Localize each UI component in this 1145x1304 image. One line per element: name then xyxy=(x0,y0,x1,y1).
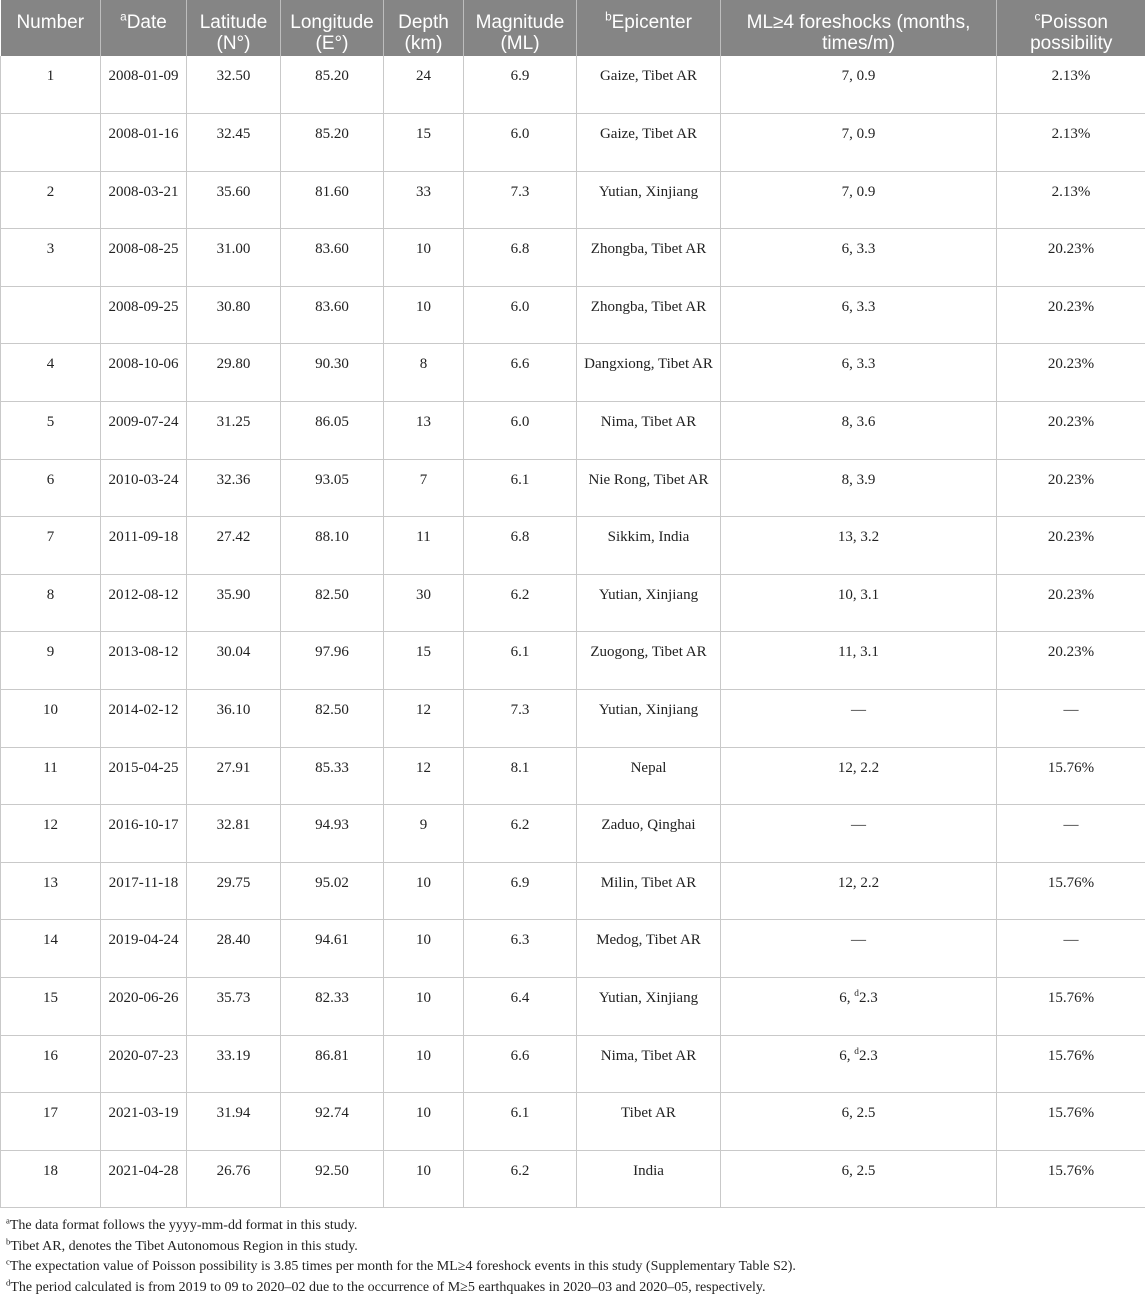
longitude-cell: 97.96 xyxy=(281,632,384,690)
longitude-cell: 81.60 xyxy=(281,171,384,229)
depth-cell: 30 xyxy=(384,574,464,632)
foreshocks-cell: 13, 3.2 xyxy=(721,517,997,575)
latitude-cell: 32.81 xyxy=(187,805,281,863)
date-cell: 2020-07-23 xyxy=(101,1035,187,1093)
magnitude-cell: 6.1 xyxy=(464,1093,577,1151)
epicenter-cell: Nima, Tibet AR xyxy=(577,402,721,460)
table-row xyxy=(1,1035,1145,1093)
date-cell: 2008-08-25 xyxy=(101,229,187,287)
latitude-cell: 29.75 xyxy=(187,862,281,920)
magnitude-cell: 6.9 xyxy=(464,862,577,920)
latitude-cell: 31.25 xyxy=(187,402,281,460)
footnote-text: Tibet AR, denotes the Tibet Autonomous Region in this study. xyxy=(10,1238,358,1254)
depth-cell: 10 xyxy=(384,862,464,920)
footnote-text: The expectation value of Poisson possibility is 3.85 times per month for the ML≥4 foreshock events in this study (Supplementary Table S2). xyxy=(9,1259,796,1275)
depth-cell: 10 xyxy=(384,978,464,1036)
poisson-cell: — xyxy=(997,920,1145,978)
footnote-marker: d xyxy=(6,1276,11,1287)
depth-cell: 10 xyxy=(384,1035,464,1093)
epicenter-cell: Gaize, Tibet AR xyxy=(577,56,721,114)
epicenter-cell: Nie Rong, Tibet AR xyxy=(577,459,721,517)
longitude-cell: 85.33 xyxy=(281,747,384,805)
column-header xyxy=(577,0,721,56)
footnote-marker: b xyxy=(6,1236,11,1247)
depth-cell: 10 xyxy=(384,1093,464,1151)
date-cell: 2015-04-25 xyxy=(101,747,187,805)
foreshocks-cell: 6, $^d$2.3 xyxy=(721,978,997,1036)
latitude-cell: 31.00 xyxy=(187,229,281,287)
footnote-marker: a xyxy=(6,1215,10,1226)
date-cell: 2019-04-24 xyxy=(101,920,187,978)
epicenter-cell: Nima, Tibet AR xyxy=(577,1035,721,1093)
table-row xyxy=(1,920,1145,978)
epicenter-cell: Dangxiong, Tibet AR xyxy=(577,344,721,402)
longitude-cell: 86.81 xyxy=(281,1035,384,1093)
depth-cell: 10 xyxy=(384,1150,464,1208)
number-cell: 16 xyxy=(1,1035,101,1093)
column-header-label: Depth (km) xyxy=(398,12,449,54)
depth-cell: 33 xyxy=(384,171,464,229)
footnote-text: The data format follows the yyyy-mm-dd format in this study. xyxy=(9,1218,358,1234)
footnote-marker: b xyxy=(605,10,612,24)
number-cell: 7 xyxy=(1,517,101,575)
latitude-cell: 35.73 xyxy=(187,978,281,1036)
footnote xyxy=(6,1237,1145,1257)
latitude-cell: 27.42 xyxy=(187,517,281,575)
poisson-cell: 2.13% xyxy=(997,171,1145,229)
latitude-cell: 33.19 xyxy=(187,1035,281,1093)
table-row xyxy=(1,1150,1145,1208)
footnotes xyxy=(0,1216,1145,1298)
longitude-cell: 92.50 xyxy=(281,1150,384,1208)
depth-cell: 10 xyxy=(384,286,464,344)
poisson-cell: 15.76% xyxy=(997,862,1145,920)
depth-cell: 10 xyxy=(384,920,464,978)
latitude-cell: 35.60 xyxy=(187,171,281,229)
longitude-cell: 83.60 xyxy=(281,286,384,344)
longitude-cell: 82.50 xyxy=(281,574,384,632)
date-cell: 2011-09-18 xyxy=(101,517,187,575)
number-cell xyxy=(1,114,101,172)
depth-cell: 24 xyxy=(384,56,464,114)
column-header-label: Epicenter xyxy=(611,12,692,33)
magnitude-cell: 6.3 xyxy=(464,920,577,978)
number-cell: 6 xyxy=(1,459,101,517)
latitude-cell: 30.04 xyxy=(187,632,281,690)
epicenter-cell: Yutian, Xinjiang xyxy=(577,171,721,229)
depth-cell: 12 xyxy=(384,690,464,748)
poisson-cell: 20.23% xyxy=(997,402,1145,460)
number-cell: 4 xyxy=(1,344,101,402)
latitude-cell: 35.90 xyxy=(187,574,281,632)
number-cell: 1 xyxy=(1,56,101,114)
table-row xyxy=(1,862,1145,920)
longitude-cell: 86.05 xyxy=(281,402,384,460)
magnitude-cell: 6.2 xyxy=(464,574,577,632)
date-cell: 2008-09-25 xyxy=(101,286,187,344)
table-row xyxy=(1,229,1145,287)
number-cell: 9 xyxy=(1,632,101,690)
magnitude-cell: 7.3 xyxy=(464,690,577,748)
depth-cell: 7 xyxy=(384,459,464,517)
magnitude-cell: 6.8 xyxy=(464,229,577,287)
depth-cell: 10 xyxy=(384,229,464,287)
table-row xyxy=(1,344,1145,402)
epicenter-cell: Yutian, Xinjiang xyxy=(577,690,721,748)
depth-cell: 12 xyxy=(384,747,464,805)
table-body xyxy=(1,56,1145,1208)
table-row xyxy=(1,402,1145,460)
depth-cell: 15 xyxy=(384,632,464,690)
magnitude-cell: 6.0 xyxy=(464,114,577,172)
longitude-cell: 95.02 xyxy=(281,862,384,920)
depth-cell: 9 xyxy=(384,805,464,863)
table-header-row xyxy=(1,0,1145,56)
table-row xyxy=(1,286,1145,344)
longitude-cell: 90.30 xyxy=(281,344,384,402)
longitude-cell: 94.61 xyxy=(281,920,384,978)
epicenter-cell: Nepal xyxy=(577,747,721,805)
footnote-marker: c xyxy=(1034,10,1041,24)
date-cell: 2021-04-28 xyxy=(101,1150,187,1208)
epicenter-cell: Zhongba, Tibet AR xyxy=(577,286,721,344)
latitude-cell: 32.50 xyxy=(187,56,281,114)
poisson-cell: — xyxy=(997,805,1145,863)
number-cell: 8 xyxy=(1,574,101,632)
column-header-label: Longitude (E°) xyxy=(290,12,374,54)
longitude-cell: 92.74 xyxy=(281,1093,384,1151)
date-cell: 2008-01-16 xyxy=(101,114,187,172)
table-row xyxy=(1,805,1145,863)
latitude-cell: 31.94 xyxy=(187,1093,281,1151)
number-cell: 11 xyxy=(1,747,101,805)
number-cell xyxy=(1,286,101,344)
latitude-cell: 29.80 xyxy=(187,344,281,402)
foreshocks-cell: 7, 0.9 xyxy=(721,114,997,172)
number-cell: 10 xyxy=(1,690,101,748)
longitude-cell: 88.10 xyxy=(281,517,384,575)
date-cell: 2014-02-12 xyxy=(101,690,187,748)
number-cell: 3 xyxy=(1,229,101,287)
depth-cell: 8 xyxy=(384,344,464,402)
date-cell: 2008-01-09 xyxy=(101,56,187,114)
magnitude-cell: 7.3 xyxy=(464,171,577,229)
foreshocks-cell: 6, 2.5 xyxy=(721,1093,997,1151)
footnote-marker: a xyxy=(120,10,127,24)
depth-cell: 13 xyxy=(384,402,464,460)
foreshocks-cell: 6, 3.3 xyxy=(721,286,997,344)
column-header xyxy=(101,0,187,56)
epicenter-cell: Zaduo, Qinghai xyxy=(577,805,721,863)
table-row xyxy=(1,632,1145,690)
column-header xyxy=(721,0,997,56)
date-cell: 2009-07-24 xyxy=(101,402,187,460)
latitude-cell: 26.76 xyxy=(187,1150,281,1208)
date-cell: 2021-03-19 xyxy=(101,1093,187,1151)
table-row xyxy=(1,171,1145,229)
longitude-cell: 85.20 xyxy=(281,56,384,114)
magnitude-cell: 6.6 xyxy=(464,1035,577,1093)
column-header-label: Magnitude (ML) xyxy=(475,12,565,54)
column-header-label: ML≥4 foreshocks (months, times/m) xyxy=(746,12,971,54)
date-cell: 2017-11-18 xyxy=(101,862,187,920)
column-header xyxy=(281,0,384,56)
foreshocks-cell: 7, 0.9 xyxy=(721,56,997,114)
foreshocks-cell: 7, 0.9 xyxy=(721,171,997,229)
number-cell: 13 xyxy=(1,862,101,920)
poisson-cell: 15.76% xyxy=(997,978,1145,1036)
foreshocks-cell: — xyxy=(721,690,997,748)
foreshocks-cell: 8, 3.6 xyxy=(721,402,997,460)
magnitude-cell: 6.8 xyxy=(464,517,577,575)
foreshocks-cell: 11, 3.1 xyxy=(721,632,997,690)
poisson-cell: 20.23% xyxy=(997,344,1145,402)
foreshocks-cell: 6, 3.3 xyxy=(721,229,997,287)
poisson-cell: 2.13% xyxy=(997,56,1145,114)
magnitude-cell: 6.1 xyxy=(464,459,577,517)
poisson-cell: 15.76% xyxy=(997,1150,1145,1208)
longitude-cell: 94.93 xyxy=(281,805,384,863)
depth-cell: 15 xyxy=(384,114,464,172)
column-header-label: Latitude (N°) xyxy=(199,12,268,54)
number-cell: 18 xyxy=(1,1150,101,1208)
latitude-cell: 27.91 xyxy=(187,747,281,805)
date-cell: 2016-10-17 xyxy=(101,805,187,863)
epicenter-cell: Zhongba, Tibet AR xyxy=(577,229,721,287)
footnote-text: The period calculated is from 2019 to 09 to 2020–02 due to the occurrence of M≥5 earthquakes in 2020–03 and 2020–05, respectively. xyxy=(10,1279,766,1295)
magnitude-cell: 8.1 xyxy=(464,747,577,805)
foreshocks-cell: 12, 2.2 xyxy=(721,747,997,805)
longitude-cell: 85.20 xyxy=(281,114,384,172)
footnote-marker: c xyxy=(6,1256,10,1267)
longitude-cell: 82.50 xyxy=(281,690,384,748)
column-header xyxy=(187,0,281,56)
poisson-cell: 20.23% xyxy=(997,517,1145,575)
epicenter-cell: Yutian, Xinjiang xyxy=(577,978,721,1036)
column-header-label: Number xyxy=(16,12,85,33)
poisson-cell: — xyxy=(997,690,1145,748)
foreshocks-cell: — xyxy=(721,920,997,978)
epicenter-cell: Zuogong, Tibet AR xyxy=(577,632,721,690)
latitude-cell: 28.40 xyxy=(187,920,281,978)
longitude-cell: 93.05 xyxy=(281,459,384,517)
footnote-marker: d xyxy=(854,989,859,999)
poisson-cell: 20.23% xyxy=(997,286,1145,344)
foreshocks-cell: — xyxy=(721,805,997,863)
foreshocks-cell: 6, 3.3 xyxy=(721,344,997,402)
poisson-cell: 15.76% xyxy=(997,1093,1145,1151)
number-cell: 15 xyxy=(1,978,101,1036)
epicenter-cell: Sikkim, India xyxy=(577,517,721,575)
number-cell: 14 xyxy=(1,920,101,978)
column-header xyxy=(384,0,464,56)
magnitude-cell: 6.0 xyxy=(464,286,577,344)
magnitude-cell: 6.2 xyxy=(464,1150,577,1208)
magnitude-cell: 6.0 xyxy=(464,402,577,460)
magnitude-cell: 6.1 xyxy=(464,632,577,690)
magnitude-cell: 6.6 xyxy=(464,344,577,402)
magnitude-cell: 6.9 xyxy=(464,56,577,114)
poisson-cell: 20.23% xyxy=(997,574,1145,632)
foreshocks-cell: 10, 3.1 xyxy=(721,574,997,632)
date-cell: 2020-06-26 xyxy=(101,978,187,1036)
longitude-cell: 83.60 xyxy=(281,229,384,287)
footnote-marker: d xyxy=(854,1046,859,1057)
depth-cell: 11 xyxy=(384,517,464,575)
table-row xyxy=(1,56,1145,114)
table-row xyxy=(1,978,1145,1036)
footnote xyxy=(6,1257,1145,1277)
latitude-cell: 30.80 xyxy=(187,286,281,344)
column-header-label: Poisson possibility xyxy=(1030,12,1113,54)
number-cell: 5 xyxy=(1,402,101,460)
table-row xyxy=(1,574,1145,632)
epicenter-cell: India xyxy=(577,1150,721,1208)
latitude-cell: 32.36 xyxy=(187,459,281,517)
column-header xyxy=(1,0,101,56)
table-row xyxy=(1,114,1145,172)
table-row xyxy=(1,747,1145,805)
footnote xyxy=(6,1216,1145,1236)
poisson-cell: 20.23% xyxy=(997,229,1145,287)
table-row xyxy=(1,1093,1145,1151)
foreshocks-cell: 6, 2.5 xyxy=(721,1150,997,1208)
foreshocks-cell: 6, $^d$2.3 xyxy=(721,1035,997,1093)
poisson-cell: 15.76% xyxy=(997,747,1145,805)
longitude-cell: 82.33 xyxy=(281,978,384,1036)
poisson-cell: 20.23% xyxy=(997,632,1145,690)
column-header xyxy=(997,0,1145,56)
number-cell: 2 xyxy=(1,171,101,229)
poisson-cell: 15.76% xyxy=(997,1035,1145,1093)
number-cell: 17 xyxy=(1,1093,101,1151)
epicenter-cell: Medog, Tibet AR xyxy=(577,920,721,978)
foreshocks-cell: 12, 2.2 xyxy=(721,862,997,920)
magnitude-cell: 6.4 xyxy=(464,978,577,1036)
date-cell: 2008-10-06 xyxy=(101,344,187,402)
table-row xyxy=(1,459,1145,517)
epicenter-cell: Tibet AR xyxy=(577,1093,721,1151)
footnote xyxy=(6,1278,1145,1298)
column-header xyxy=(464,0,577,56)
date-cell: 2012-08-12 xyxy=(101,574,187,632)
latitude-cell: 36.10 xyxy=(187,690,281,748)
date-cell: 2013-08-12 xyxy=(101,632,187,690)
epicenter-cell: Milin, Tibet AR xyxy=(577,862,721,920)
column-header-label: Date xyxy=(126,12,167,33)
foreshocks-cell: 8, 3.9 xyxy=(721,459,997,517)
table-row xyxy=(1,517,1145,575)
date-cell: 2010-03-24 xyxy=(101,459,187,517)
poisson-cell: 2.13% xyxy=(997,114,1145,172)
number-cell: 12 xyxy=(1,805,101,863)
date-cell: 2008-03-21 xyxy=(101,171,187,229)
epicenter-cell: Gaize, Tibet AR xyxy=(577,114,721,172)
magnitude-cell: 6.2 xyxy=(464,805,577,863)
latitude-cell: 32.45 xyxy=(187,114,281,172)
epicenter-cell: Yutian, Xinjiang xyxy=(577,574,721,632)
table-row xyxy=(1,690,1145,748)
poisson-cell: 20.23% xyxy=(997,459,1145,517)
